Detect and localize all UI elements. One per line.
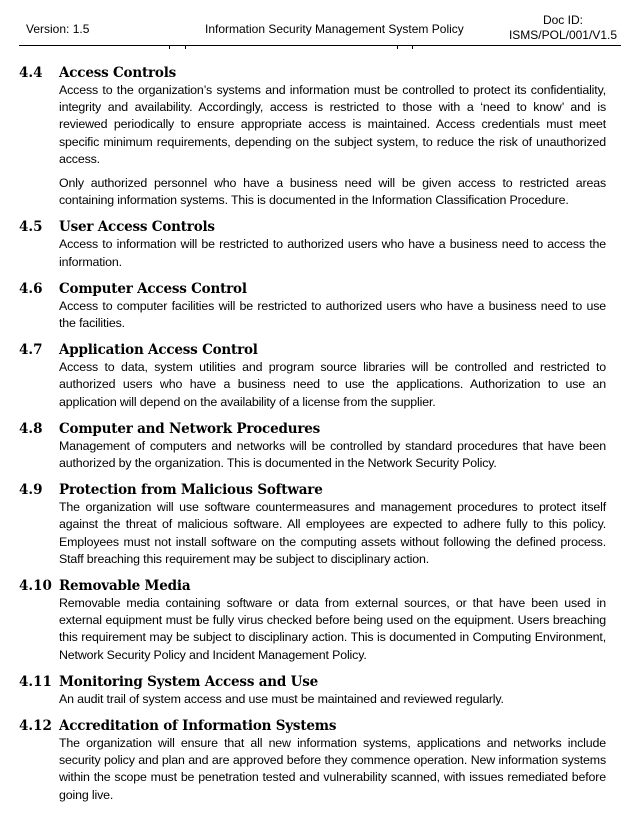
section-heading [19,280,606,298]
document-id-label: Doc ID: [542,13,583,27]
section-monitoring-system-access [19,673,606,708]
section-paragraph: Access to information will be restricted to authorized users who have a business need to access the information. [59,237,606,269]
section-heading [19,218,606,236]
section-title: Access Controls [59,65,177,81]
section-application-access-control [19,341,606,411]
document-body [19,64,606,813]
section-number: 4.9 [19,482,43,499]
section-removable-media [19,577,606,664]
header-column-tick [185,46,186,49]
section-title: Accreditation of Information Systems [59,718,337,735]
section-accreditation-information-systems [19,717,606,804]
header-column-tick [412,46,413,49]
section-number: 4.5 [19,219,43,236]
section-heading [19,717,606,735]
section-paragraph: Access to computer facilities will be restricted to authorized users who have a business need to use the facilities. [59,298,606,331]
document-version: Version: 1.5 [26,22,90,36]
section-number: 4.11 [19,673,52,690]
section-heading [19,341,606,359]
section-paragraph: Management of computers and networks will be controlled by standard procedures that have been authorized by the organization. This is documented in the Network Security Policy. [59,438,606,471]
section-heading [19,420,606,438]
page-header [19,8,621,46]
section-title: Application Access Control [59,342,258,359]
section-access-controls [19,64,606,209]
section-number: 4.10 [19,578,52,595]
section-title: Removable Media [59,578,191,595]
section-user-access-controls [19,218,606,270]
section-number: 4.8 [19,420,43,437]
document-id [509,13,617,43]
document-title: Information Security Management System Policy [205,22,464,36]
section-number: 4.7 [19,342,43,359]
section-heading [19,673,606,691]
section-paragraph: Only authorized personnel who have a business need will be given access to restricted areas containing information systems. This is documented in the Information Classification Procedure. [59,176,606,208]
section-paragraph: An audit trail of system access and use must be maintained and reviewed regularly. [59,691,504,706]
section-title: Computer Access Control [59,280,247,297]
section-paragraph: Access to data, system utilities and program source libraries will be controlled and restricted to authorized users who have a business need to use the applications. Authorization to use an application will depend on the availability of a license from the supplier. [59,360,606,409]
section-computer-network-procedures [19,420,606,472]
header-column-tick [397,46,398,49]
section-title: Computer and Network Procedures [59,420,321,437]
section-title: Monitoring System Access and Use [59,673,318,690]
section-number: 4.6 [19,280,43,297]
section-paragraph: The organization will ensure that all new information systems, applications and networks include security policy and plan and are approved before they commence operation. New information systems within the scope must be penetration tested and vulnerability scanned, with issues remediated before going live. [59,736,606,802]
section-paragraph: Removable media containing software or data from external sources, or that have been used in external equipment must be fully virus checked before being used on the equipment. Users breaching this requirement may be subject to disciplinary action. This is documented in Computing Environment, Network Security Policy and Incident Management Policy. [59,596,606,662]
section-title: Protection from Malicious Software [59,482,323,499]
section-number: 4.4 [19,65,43,81]
section-title: User Access Controls [59,219,215,236]
section-heading [19,577,606,595]
document-id-value: ISMS/POL/001/V1.5 [508,28,617,42]
header-column-tick [169,46,170,49]
section-malicious-software-protection [19,481,606,568]
section-number: 4.12 [19,718,52,735]
section-heading [19,481,606,499]
section-computer-access-control [19,280,606,332]
section-paragraph: Access to the organization’s systems and information must be controlled to protect its confidentiality, integrity and availability. Accordingly, access is restricted to those with a ‘need to know’ and is reviewed periodically to ensure appropriate access is maintained. Access credentials must meet specific minimum requirements, depending on the subject system, to reduce the risk of unauthorized access. [59,83,606,166]
section-heading [19,64,606,82]
section-paragraph: The organization will use software countermeasures and management procedures to protect itself against the threat of malicious software. All employees are expected to adhere fully to this policy. Employees must not install software on the computing assets without following the defined process. Staff breaching this requirement may be subject to disciplinary action. [59,500,606,566]
